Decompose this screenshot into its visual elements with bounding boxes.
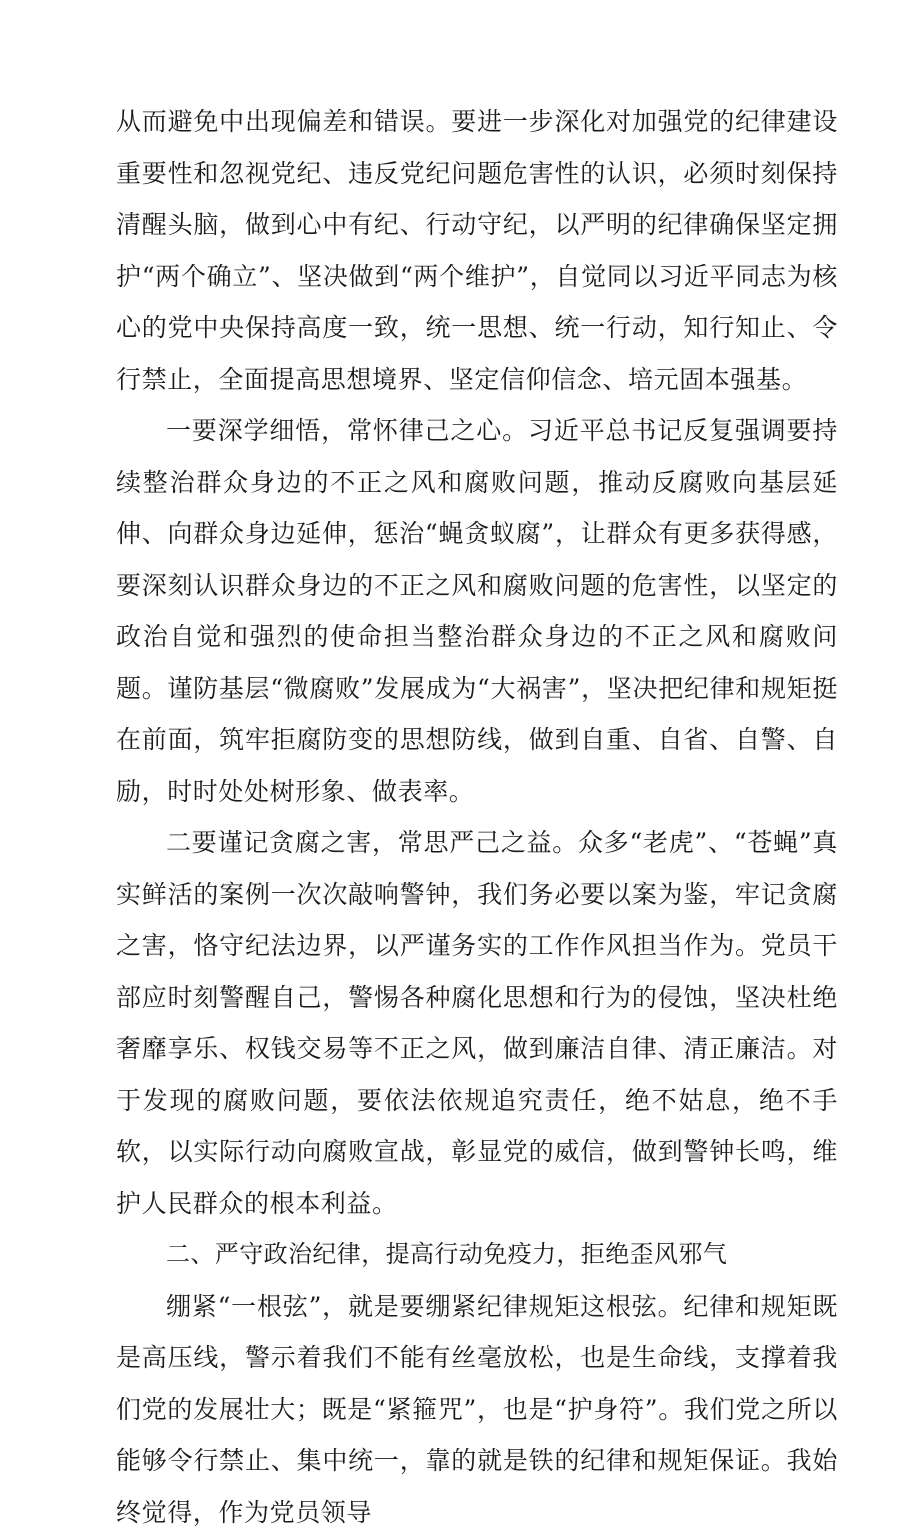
paragraph-first-point: 一要深学细悟，常怀律己之心。习近平总书记反复强调要持续整治群众身边的不正之风和腐败问题，推动反腐败向基层延伸、向群众身边延伸，惩治“蝇贪蚁腐”，让群众有更多获得感，要深刻认识群众身边的不正之风和腐败问题的危害性，以坚定的政治自觉和强烈的使命担当整治群众身边的不正之风和腐败问题。谨防基层“微腐败”发展成为“大祸害”，坚决把纪律和规矩挺在前面，筑牢拒腐防变的思想防线，做到自重、自省、自警、自励，时时处处树形象、做表率。 — [116, 405, 838, 817]
paragraph-section-two: 绷紧“一根弦”，就是要绷紧纪律规矩这根弦。纪律和规矩既是高压线，警示着我们不能有丝毫放松，也是生命线，支撑着我们党的发展壮大；既是“紧箍咒”，也是“护身符”。我们党之所以能够令行禁止、集中统一，靠的就是铁的纪律和规矩保证。我始终觉得，作为党员领导 — [116, 1281, 838, 1538]
paragraph-continuation: 从而避免中出现偏差和错误。要进一步深化对加强党的纪律建设重要性和忽视党纪、违反党纪问题危害性的认识，必须时刻保持清醒头脑，做到心中有纪、行动守纪，以严明的纪律确保坚定拥护“两个确立”、坚决做到“两个维护”，自觉同以习近平同志为核心的党中央保持高度一致，统一思想、统一行动，知行知止、令行禁止，全面提高思想境界、坚定信仰信念、培元固本强基。 — [116, 96, 838, 405]
paragraph-second-point: 二要谨记贪腐之害，常思严己之益。众多“老虎”、“苍蝇”真实鲜活的案例一次次敲响警钟，我们务必要以案为鉴，牢记贪腐之害，恪守纪法边界，以严谨务实的工作作风担当作为。党员干部应时刻警醒自己，警惕各种腐化思想和行为的侵蚀，坚决杜绝奢靡享乐、权钱交易等不正之风，做到廉洁自律、清正廉洁。对于发现的腐败问题，要依法依规追究责任，绝不姑息，绝不手软，以实际行动向腐败宣战，彰显党的威信，做到警钟长鸣，维护人民群众的根本利益。 — [116, 817, 838, 1229]
section-heading: 二、严守政治纪律，提高行动免疫力，拒绝歪风邪气 — [116, 1229, 838, 1281]
document-body — [116, 96, 838, 1538]
